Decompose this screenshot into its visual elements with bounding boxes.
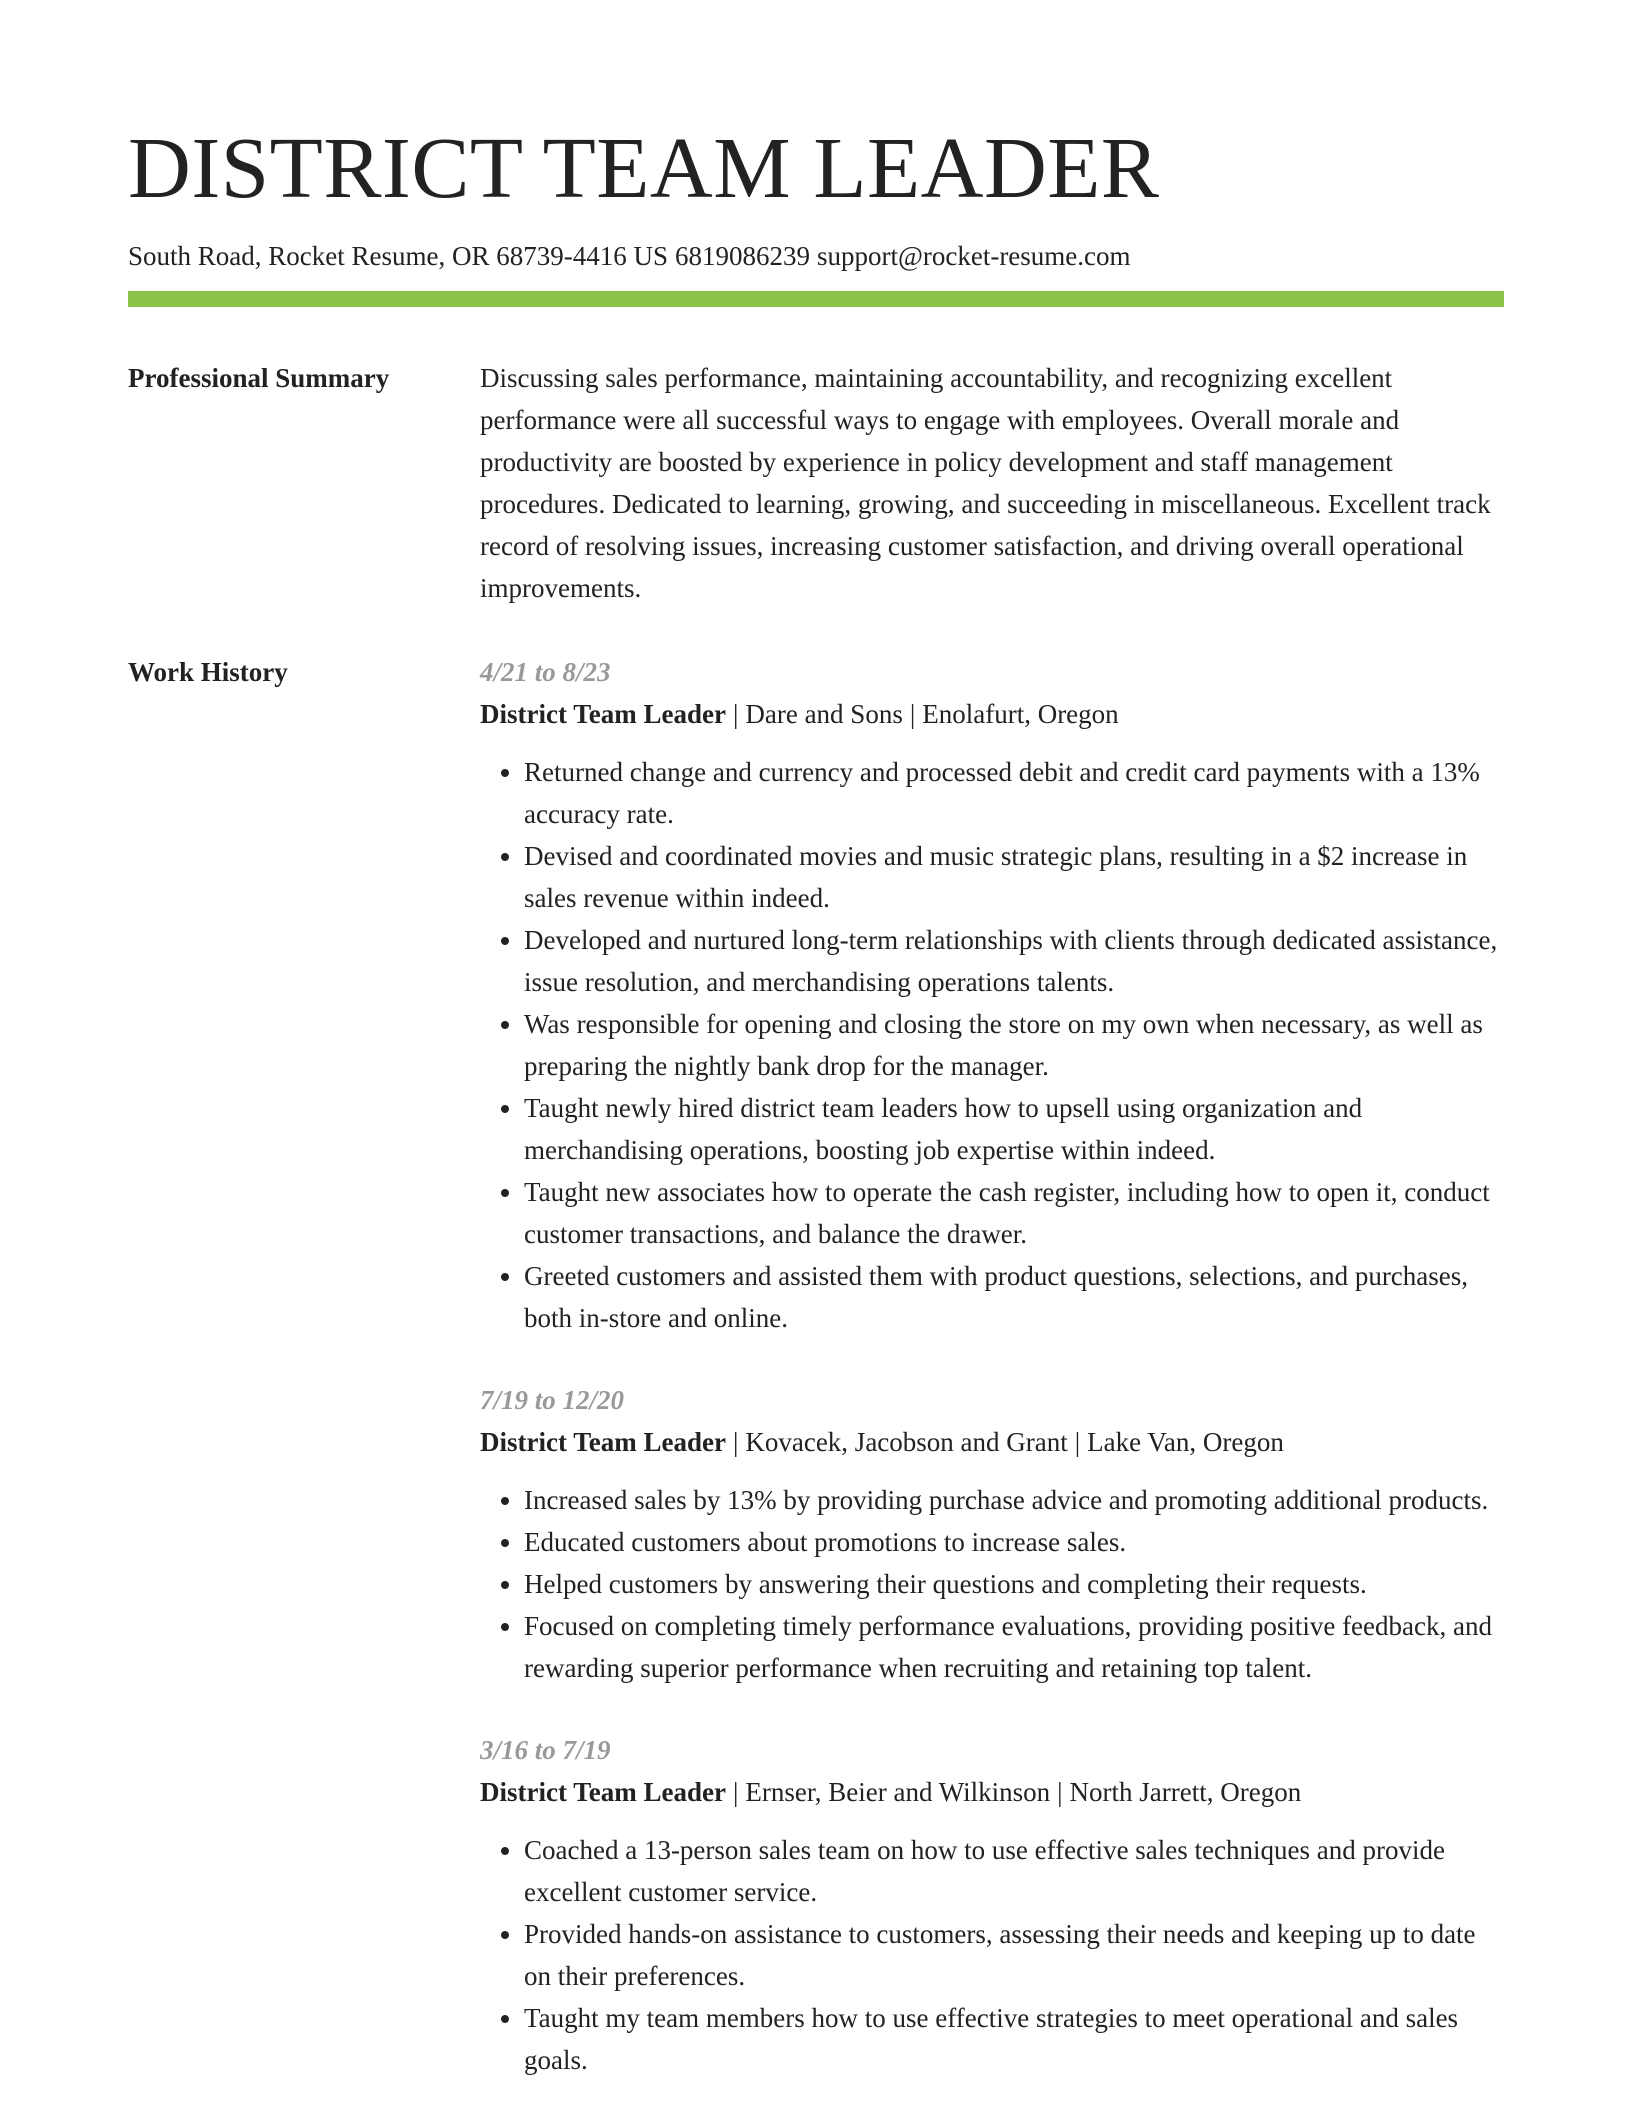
job-bullet: • Coached a 13-person sales team on how to use effective sales techniques and provide excellent customer service. [524,1829,1504,1913]
job-title: District Team Leader [480,1777,726,1807]
job-title: District Team Leader [480,699,726,729]
job-bullet: • Helped customers by answering their questions and completing their requests. [524,1563,1504,1605]
job-company: Kovacek, Jacobson and Grant [745,1427,1068,1457]
job-header [480,1771,1504,1813]
job-dates: 7/19 to 12/20 [480,1385,625,1415]
job-company: Ernser, Beier and Wilkinson [745,1777,1051,1807]
job-location: Enolafurt, Oregon [922,699,1119,729]
separator: | [732,1427,739,1457]
job-dates: 4/21 to 8/23 [480,657,611,687]
job-bullet: • Developed and nurtured long-term relationships with clients through dedicated assistance, issue resolution, and merchandising operations talents. [524,919,1504,1003]
job-bullet-list [480,1479,1504,1689]
resume-title: DISTRICT TEAM LEADER [128,119,1160,216]
job-bullet: • Devised and coordinated movies and music strategic plans, resulting in a $2 increase in sales revenue within indeed. [524,835,1504,919]
separator: | [732,1777,739,1807]
work-history-body [480,651,1504,2121]
contact-address: South Road, Rocket Resume, OR 68739-4416 US [128,241,668,271]
separator: | [909,699,916,729]
job-bullet: • Taught new associates how to operate the cash register, including how to open it, conduct customer transactions, and balance the drawer. [524,1171,1504,1255]
header-divider [128,291,1504,307]
job-bullet: • Provided hands-on assistance to customers, assessing their needs and keeping up to date on their preferences. [524,1913,1504,1997]
job-bullet: • Returned change and currency and processed debit and credit card payments with a 13% accuracy rate. [524,751,1504,835]
separator: | [732,699,739,729]
job-location: North Jarrett, Oregon [1069,1777,1302,1807]
work-history-section [128,651,1504,2121]
job-entry [480,1379,1504,1689]
separator: | [1057,1777,1063,1807]
job-bullet-list [480,751,1504,1339]
summary-text: Discussing sales performance, maintaining accountability, and recognizing excellent performance were all successful ways to engage with employees. Overall morale and productivity are boosted by experience in policy development and staff management procedures. Dedicated to learning, growing, and succeeding in miscellaneous. Excellent track record of resolving issues, increasing customer satisfaction, and driving overall operational improvements. [480,363,1491,603]
job-dates: 3/16 to 7/19 [480,1735,611,1765]
job-bullet: • Taught my team members how to use effective strategies to meet operational and sales goals. [524,1997,1504,2081]
summary-body [480,357,1504,609]
job-title: District Team Leader [480,1427,726,1457]
job-header [480,693,1504,735]
job-entry [480,1729,1504,2081]
job-bullet: • Educated customers about promotions to increase sales. [524,1521,1504,1563]
resume-page [128,0,1504,2121]
contact-line [128,240,1504,272]
job-bullet-list [480,1829,1504,2081]
contact-phone: 6819086239 [675,241,810,271]
job-bullet: • Greeted customers and assisted them with product questions, selections, and purchases, both in-store and online. [524,1255,1504,1339]
section-heading-summary: Professional Summary [128,363,390,393]
professional-summary-section [128,357,1504,609]
job-company: Dare and Sons [745,699,903,729]
job-header [480,1421,1504,1463]
job-entry [480,651,1504,1339]
separator: | [1074,1427,1081,1457]
section-heading-work-history: Work History [128,657,288,687]
job-bullet: • Increased sales by 13% by providing purchase advice and promoting additional products. [524,1479,1504,1521]
contact-email: support@rocket-resume.com [817,241,1131,271]
job-bullet: • Taught newly hired district team leaders how to upsell using organization and merchandising operations, boosting job expertise within indeed. [524,1087,1504,1171]
job-bullet: • Focused on completing timely performance evaluations, providing positive feedback, and rewarding superior performance when recruiting and retaining top talent. [524,1605,1504,1689]
job-bullet: • Was responsible for opening and closing the store on my own when necessary, as well as preparing the nightly bank drop for the manager. [524,1003,1504,1087]
job-location: Lake Van, Oregon [1087,1427,1284,1457]
